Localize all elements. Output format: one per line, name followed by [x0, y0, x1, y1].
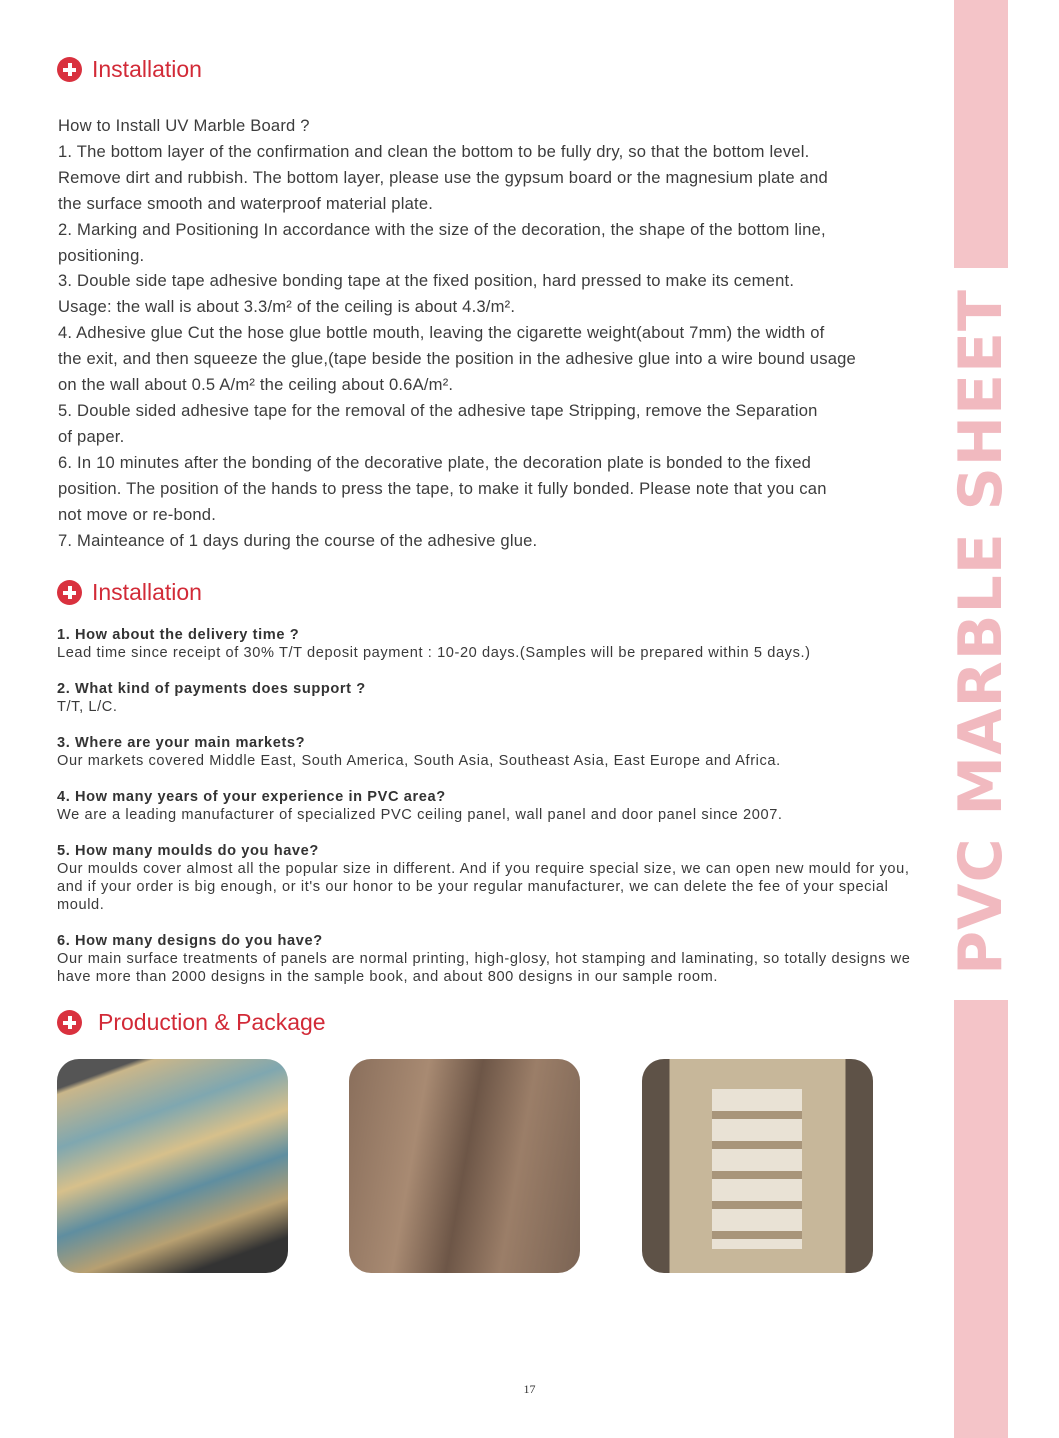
installation-line: 6. In 10 minutes after the bonding of the decorative plate, the decoration plate is bonded to the fixed	[58, 452, 812, 472]
faq-question: 6. How many designs do you have?	[57, 933, 323, 949]
page-number: 17	[523, 1382, 536, 1396]
faq-question: 5. How many moulds do you have?	[57, 843, 319, 859]
section-heading-installation	[57, 56, 202, 83]
faq-question: 2. What kind of payments does support ?	[57, 681, 366, 697]
installation-line: How to Install UV Marble Board ?	[58, 116, 310, 135]
faq-answer: Our moulds cover almost all the popular size in different. And if you require special size, we can open new mould for you, and if your order is big enough, or it's our honor to be your regular manufacturer, we can delete the fee of your special mould.	[57, 861, 910, 913]
faq-item	[57, 626, 927, 662]
faq-item	[57, 680, 927, 716]
installation-line: 3. Double side tape adhesive bonding tape at the fixed position, hard pressed to make its cement.	[58, 271, 795, 291]
installation-line: the surface smooth and waterproof material plate.	[58, 193, 434, 213]
installation-line: the exit, and then squeeze the glue,(tape beside the position in the adhesive glue into a wire bound usage	[58, 349, 856, 369]
faq-answer: Our markets covered Middle East, South America, South Asia, Southeast Asia, East Europe and Africa.	[57, 753, 781, 769]
section-title: Installation	[92, 56, 202, 82]
section-heading-production	[57, 1009, 326, 1036]
photo-uv-printing	[57, 1059, 288, 1273]
faq-list	[57, 626, 927, 1004]
installation-line: 7. Mainteance of 1 days during the course of the adhesive glue.	[58, 530, 538, 550]
installation-line: 1. The bottom layer of the confirmation and clean the bottom to be fully dry, so that the bottom level.	[58, 141, 810, 161]
installation-line: position. The position of the hands to press the tape, to make it fully bonded. Please note that you can	[58, 478, 827, 498]
installation-line: 4. Adhesive glue Cut the hose glue bottle mouth, leaving the cigarette weight(about 7mm) the width of	[58, 323, 825, 343]
installation-line: Remove dirt and rubbish. The bottom layer, please use the gypsum board or the magnesium plate and	[58, 167, 828, 187]
faq-item	[57, 788, 927, 824]
side-title: PVC MARBLE SHEET	[946, 289, 1016, 975]
side-bar-top	[954, 0, 1008, 268]
installation-line: 5. Double sided adhesive tape for the removal of the adhesive tape Stripping, remove the Separation	[58, 400, 818, 420]
photo-sheet-film	[349, 1059, 580, 1273]
side-bar-bottom	[954, 1000, 1008, 1438]
faq-answer: Our main surface treatments of panels are normal printing, high-glosy, hot stamping and laminating, so totally designs we have more than 2000 designs in the sample book, and about 800 designs in our sample room.	[57, 951, 911, 985]
installation-text	[58, 113, 938, 553]
faq-item	[57, 734, 927, 770]
faq-question: 1. How about the delivery time ?	[57, 627, 300, 643]
faq-item	[57, 932, 927, 986]
faq-answer: Lead time since receipt of 30% T/T deposit payment : 10-20 days.(Samples will be prepared within 5 days.)	[57, 645, 811, 661]
section-title: Installation	[92, 579, 202, 605]
plus-circle-icon	[57, 57, 82, 82]
plus-circle-icon	[57, 1010, 82, 1035]
installation-line: not move or re-bond.	[58, 504, 217, 524]
photo-container-packing	[642, 1059, 873, 1273]
installation-line: 2. Marking and Positioning In accordance with the size of the decoration, the shape of the bottom line,	[58, 219, 826, 239]
installation-line: positioning.	[58, 245, 145, 265]
section-heading-faq	[57, 579, 202, 606]
faq-answer: We are a leading manufacturer of specialized PVC ceiling panel, wall panel and door panel since 2007.	[57, 807, 783, 823]
installation-line: on the wall about 0.5 A/m² the ceiling about 0.6A/m².	[58, 375, 454, 395]
faq-item	[57, 842, 927, 914]
section-title: Production & Package	[98, 1009, 326, 1035]
installation-line: of paper.	[58, 426, 125, 446]
faq-question: 4. How many years of your experience in PVC area?	[57, 789, 446, 805]
plus-circle-icon	[57, 580, 82, 605]
faq-question: 3. Where are your main markets?	[57, 735, 306, 751]
faq-answer: T/T, L/C.	[57, 699, 118, 715]
installation-line: Usage: the wall is about 3.3/m² of the ceiling is about 4.3/m².	[58, 297, 516, 317]
